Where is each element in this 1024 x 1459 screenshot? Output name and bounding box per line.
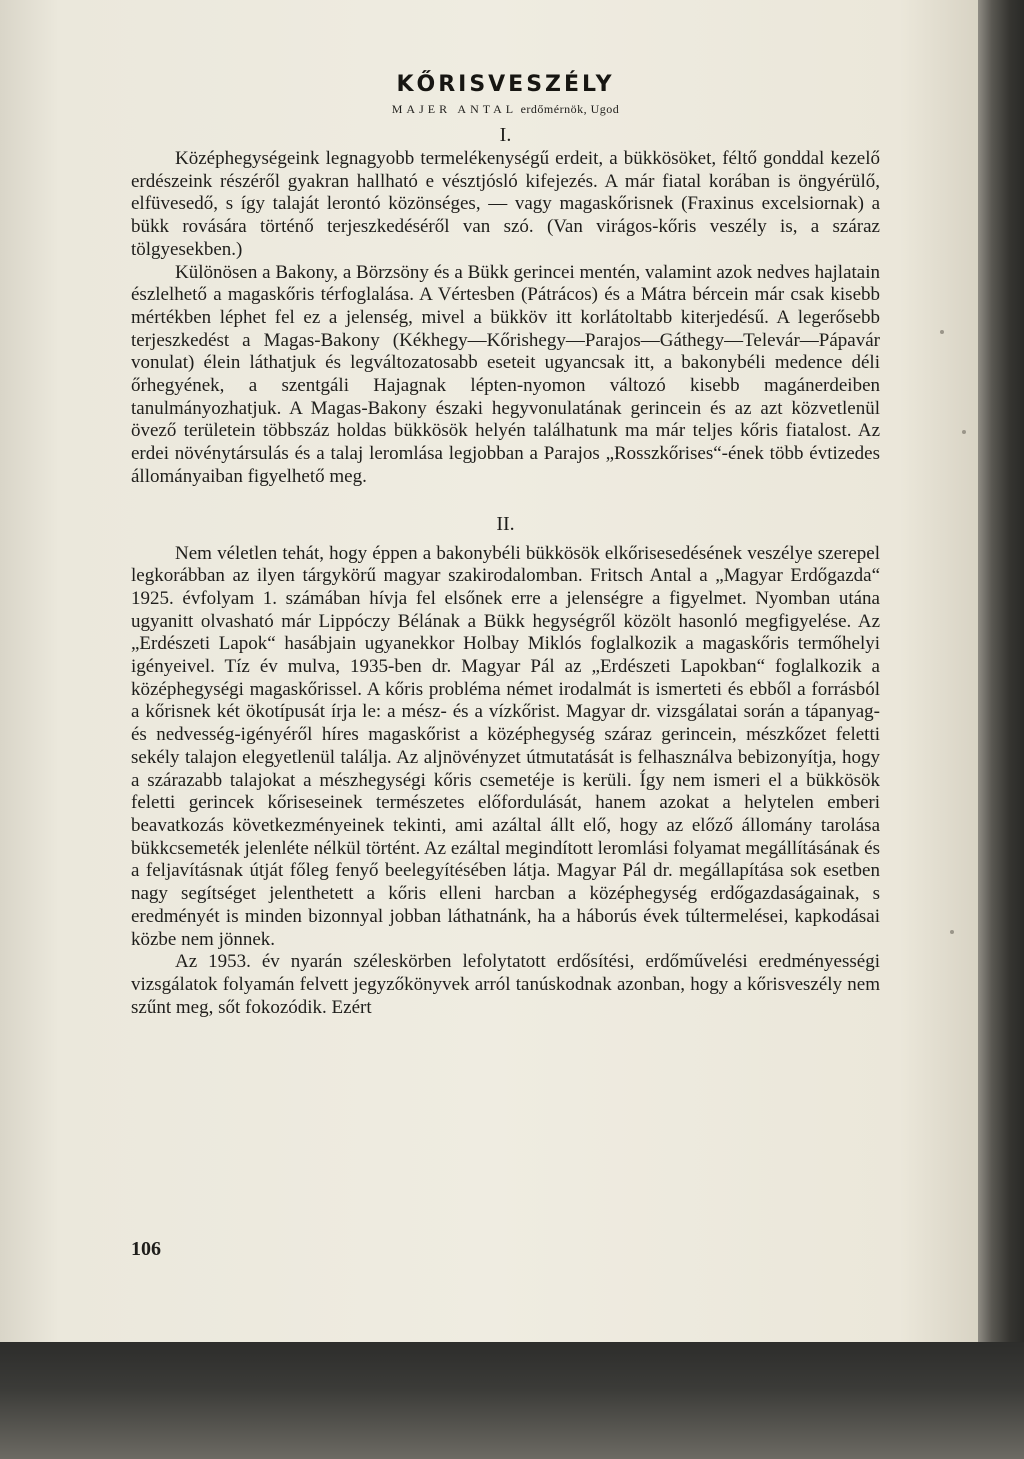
author-affiliation: erdőmérnök, Ugod: [520, 102, 620, 116]
paragraph-1: Középhegységeink legnagyobb termelékenységű erdeit, a bükkösöket, féltő gonddal kezelő erdészeink részéről gyakran hallható e vésztjósló kifejezés. A már fiatal korában is öngyérülő, elfüvesedő, s így talaját lerontó közönséges, — vagy magaskőrisnek (Fraxinus excelsiornak) a bükk rovására történő terjeszkedéséről van szó. (Van virágos-kőris veszély is, a száraz tölgyesekben.): [131, 148, 880, 260]
paper-speck: [962, 430, 966, 434]
article-body: [131, 70, 880, 1019]
paragraph-2: Különösen a Bakony, a Börzsöny és a Bükk gerincei mentén, valamint azok nedves hajlatain észlelhető a magaskőris térfoglalása. A Vértesben (Pátrácos) és a Mátra bércein már csak kisebb mértékben léphet fel ez a jelenség, mivel a bükköv itt korlátoltabb kiterjedésű. A legerősebb terjeszkedést a Magas-Bakony (Kékhegy—Kőrishegy—Parajos—Gáthegy—Televár—Pápavár vonulat) élein láthatjuk és legváltozatosabb eseteit ugyancsak itt, a bakonybéli medence déli őrhegyének, a szentgáli Hajagnak lépten-nyomon változó kisebb magánerdeiben tanulmányozhatjuk. A Magas-Bakony északi hegyvonulatának gerincein és az azt közvetlenül övező területein többszáz holdas bükkösök helyén találhatunk ma már teljes kőris fiatalost. Az erdei növénytársulás és a talaj leromlása legjobban a Parajos „Rosszkőrises“-ének több évtizedes állományaiban figyelhető meg.: [131, 261, 880, 487]
author-name: MAJER ANTAL: [391, 102, 518, 116]
section-number-1: I.: [499, 124, 512, 146]
section-number-2: II.: [496, 512, 515, 535]
book-spine-shadow: [978, 0, 1024, 1459]
page-number: 106: [131, 1238, 161, 1260]
page-bottom-edge: [0, 1342, 1024, 1459]
paper-speck: [950, 930, 954, 934]
paragraph-4: Az 1953. év nyarán széleskörben lefolytatott erdősítési, erdőművelési eredményességi vizsgálatok folyamán felvett jegyzőkönyvek arról tanúskodnak azonban, hogy a kőrisveszély nem szűnt meg, sőt fokozódik. Ezért: [131, 951, 880, 1018]
paper-speck: [940, 330, 944, 334]
article-title: KŐRISVESZÉLY: [396, 72, 615, 97]
author-line: [131, 100, 880, 118]
paragraph-3: Nem véletlen tehát, hogy éppen a bakonybéli bükkösök elkőrisesedésének veszélye szerepel legkorábban az ilyen tárgykörű magyar szakirodalomban. Fritsch Antal a „Magyar Erdőgazda“ 1925. évfolyam 1. számában hívja fel elsőnek erre a jelenségre a figyelmet. Nyomban utána ugyanitt olvasható már Lippóczy Bélának a Bükk hegységről közölt hasonló megfigyelése. Az „Erdészeti Lapok“ hasábjain ugyanekkor Holbay Miklós foglalkozik a magaskőris termőhelyi igényeivel. Tíz év mulva, 1935-ben dr. Magyar Pál az „Erdészeti Lapokban“ foglalkozik a középhegységi magaskőrissel. A kőris probléma német irodalmát is ismerteti és ebből a forrásból a kőrisnek két ökotípusát írja le: a mész- és a vízkőrist. Magyar dr. vizsgálatai során a tápanyag- és nedvesség-igényéről híres magaskőrist a középhegység száraz gerincein, mészkőzet feletti sekély talajon elegyetlenül találja. Az aljnövényzet útmutatását is felhasználva bebizonyítja, hogy a szárazabb talajokat a mészhegységi kőris csemetéje is kerüli. Így nem ismeri el a bükkösök feletti gerincek kőriseseinek természetes előfordulását, hanem azokat a helytelen emberi beavatkozás következményeinek tekinti, ami azáltal állt elő, hogy az előző állomány tarolása bükkcsemeték jelenléte nélkül történt. Az ezáltal megindított leromlási folyamat megállításának és a feljavításnak útját főleg fenyő beelegyítésében látja. Magyar Pál dr. megállapítása sok esetben nagy segítséget jelenthetett a kőris elleni harcban a középhegység erdőgazdaságainak, s eredményét is minden bizonnyal jobban láthatnánk, ha a háborús évek túltermelései, kapkodásai közbe nem jönnek.: [131, 542, 880, 950]
